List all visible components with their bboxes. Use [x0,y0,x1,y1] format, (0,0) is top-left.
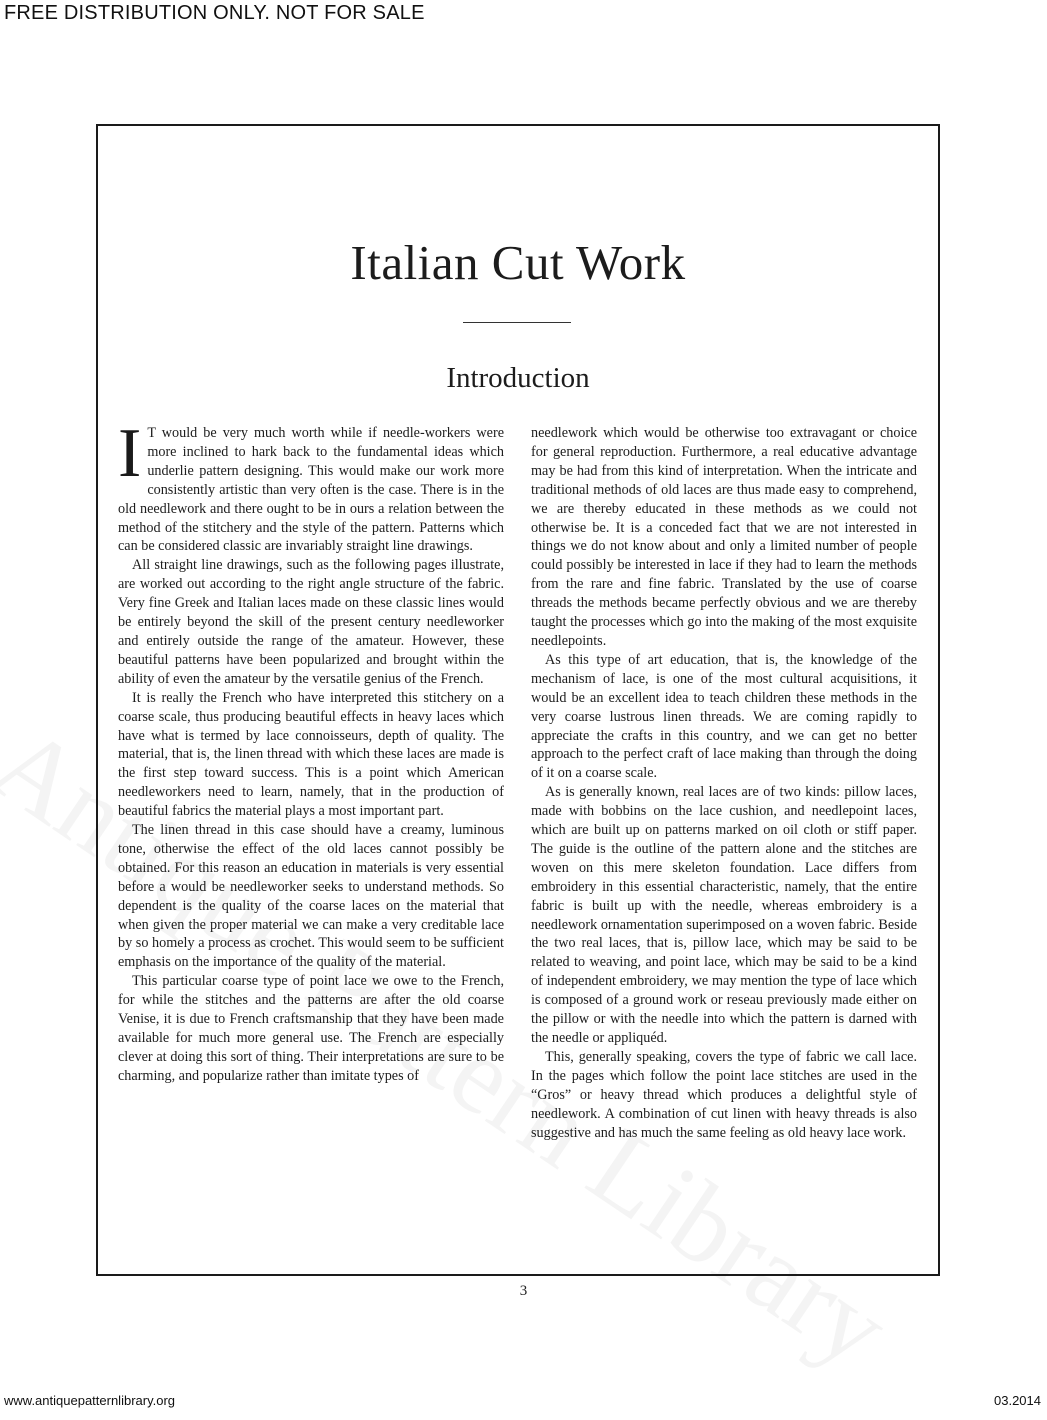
page-number: 3 [519,1283,528,1299]
page-frame [96,124,940,1276]
paragraph: As this type of art education, that is, the knowledge of the mechanism of lace, is one of the most cultural acquisitions, it would be an excellent idea to teach children these methods in the very coarse lustrous linen threads. We are coming rapidly to appreciate the crafts in this country, and we can get no better approach to the perfect craft of lace making than through the doing of it on a coarse scale. [531,651,917,782]
footer-url: www.antiquepatternlibrary.org [4,1393,176,1408]
title-divider [463,322,571,323]
paragraph: This, generally speaking, covers the type of fabric we call lace. In the pages which follow the point lace stitches are used in the “Gros” or heavy thread which produces a delightful style of needlework. A combination of cut linen with heavy threads is also suggestive and has much the same feeling as old heavy lace work. [531,1048,917,1141]
paragraph: needlework which would be otherwise too extravagant or choice for general reproduction. Furthermore, a real educative advantage may be had from this kind of interpretation. When the intricate and traditional methods of old laces are thus made easy to comprehend, we are thereby educated in these methods as we could not otherwise be. It is a conceded fact that we are not interested in things we do not know about and only a limited number of people could possibly be interested in lace if they had to learn the methods from the rare and fine fabric. Translated by the use of coarse threads the methods became perfectly obvious and we are thereby taught the processes which go into the making of the most exquisite needlepoints. [531,425,917,649]
paragraph [118,415,504,556]
paragraph: As is generally known, real laces are of two kinds: pillow laces, made with bobbins on the lace cushion, and needlepoint laces, which are built up on patterns marked on oil cloth or stiff paper. The guide is the outline of the pattern alone and the stitches are woven on this mere skeleton foundation. Lace differs from embroidery in this essential characteristic, namely, that the entire fabric is built up with the needle, whereas embroidery is a needlework ornamentation superimposed on a woven fabric. Beside the two real laces, that is, pillow lace, which may be said to be related to weaving, and point lace, which may be said to be a kind of independent embroidery, we may mention the type of lace which is composed of a ground work or reseau previously made either on the pillow or with the needle into which the pattern is darned with the needle or appliquéd. [531,784,917,1046]
right-column [531,424,917,1142]
footer-date: 03.2014 [994,1393,1041,1408]
page-title: Italian Cut Work [350,235,686,290]
paragraph: All straight line drawings, such as the following pages illustrate, are worked out according to the right angle structure of the fabric. Very fine Greek and Italian laces made on these classic lines would be entirely beyond the skill of the present century needleworker and entirely outside the range of the amateur. However, these beautiful patterns have been popularized and brought within the ability of even the amateur by the versatile genius of the French. [118,557,504,687]
section-heading: Introduction [446,362,590,394]
left-column [118,415,504,1086]
dropcap: I [118,415,142,492]
paragraph: This particular coarse type of point lace we owe to the French, for while the stitches and the patterns are after the old coarse Venise, it is due to French craftsmanship that they have been made available for much more general use. The French are especially clever at doing this sort of thing. Their interpretations are sure to be charming, and popularize rather than imitate types of [118,973,504,1084]
paragraph: It is really the French who have interpreted this stitchery on a coarse scale, thus producing beautiful effects in heavy laces which have what is termed by lace connoisseurs, depth of quality. The material, that is, the linen thread with which these laces are made is the first step toward success. This is a point which American needleworkers need to learn, namely, that in the production of beautiful fabrics the material plays a most important part. [118,689,504,820]
paragraph: The linen thread in this case should have a creamy, luminous tone, otherwise the effect of the old laces cannot possibly be obtained. For this reason an education in materials is very essential before a would be needleworker seeks to understand methods. So dependent is the quality of the coarse laces on the material that when given the proper material we can make a very creditable lace by so homely a process as crochet. This would seem to be sufficient emphasis on the importance of the quality of the material. [118,822,504,971]
paragraph-text: T would be very much worth while if needle-workers were more inclined to hark back to the fundamental ideas which underlie pattern designing. This would make our work more consistently artistic than very often is the case. There is in the old needlework and there ought to be in ours a relation between the method of the stitchery and the style of the pattern. Patterns which can be considered classic are invariably straight line drawings. [118,425,504,555]
distribution-notice: FREE DISTRIBUTION ONLY. NOT FOR SALE [4,2,425,24]
